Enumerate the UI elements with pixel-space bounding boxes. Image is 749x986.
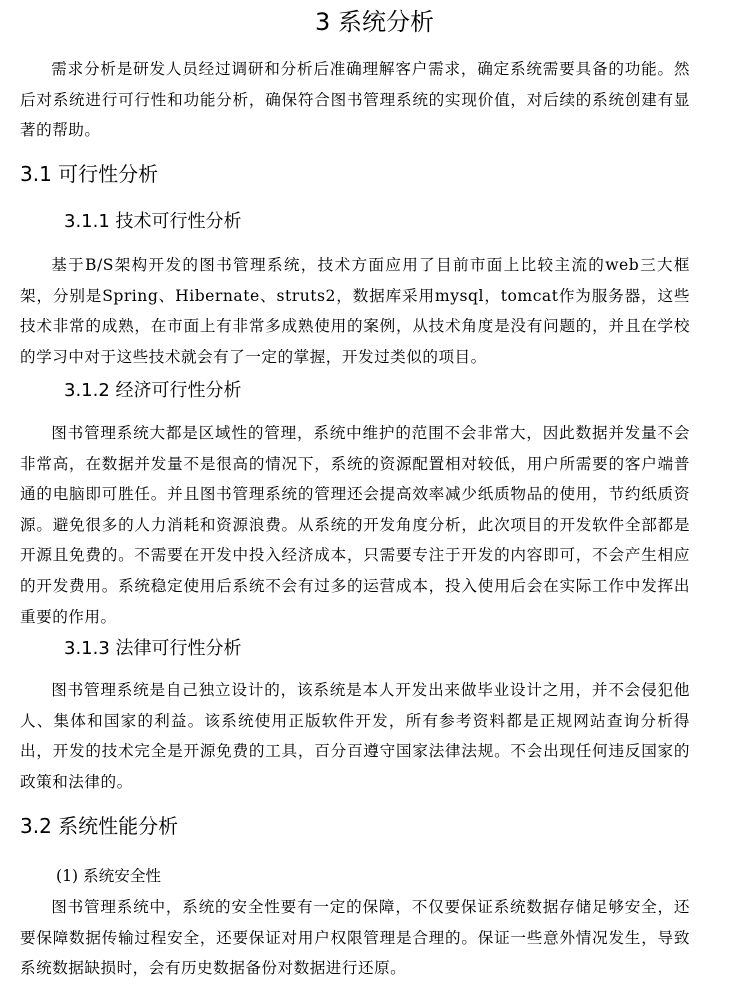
section-3-1-3-heading: 3.1.3 法律可行性分析 xyxy=(64,638,242,659)
section-3-2-heading: 3.2 系统性能分析 xyxy=(20,814,179,838)
section-3-1-1-heading: 3.1.1 技术可行性分析 xyxy=(64,211,242,232)
security-item-heading: (1) 系统安全性 xyxy=(56,867,162,885)
legal-feasibility-paragraph: 图书管理系统是自己独立设计的，该系统是本人开发出来做毕业设计之用，并不会侵犯他人、集体和国家的利益。该系统使用正版软件开发，所有参考资料都是正规网站查询分析得出，开发的技术完全是开源免费的工具，百分百遵守国家法律法规。不会出现任何违反国家的政策和法律的。 xyxy=(20,681,690,791)
section-3-1-heading: 3.1 可行性分析 xyxy=(20,162,159,186)
technical-feasibility-paragraph: 基于B/S架构开发的图书管理系统，技术方面应用了目前市面上比较主流的web三大框架，分别是Spring、Hibernate、struts2，数据库采用mysql，tomcat作为服务器，这些技术非常的成熟，在市面上有非常多成熟使用的案例，从技术角度是没有问题的，并且在学校的学习中对于这些技术就会有了一定的掌握，开发过类似的项目。 xyxy=(20,256,690,366)
section-3-1-2-heading: 3.1.2 经济可行性分析 xyxy=(64,380,242,401)
security-paragraph: 图书管理系统中，系统的安全性要有一定的保障，不仅要保证系统数据存储足够安全，还要保障数据传输过程安全，还要保证对用户权限管理是合理的。保证一些意外情况发生，导致系统数据缺损时，会有历史数据备份对数据进行还原。 xyxy=(20,898,690,978)
economic-feasibility-paragraph: 图书管理系统大都是区域性的管理，系统中维护的范围不会非常大，因此数据并发量不会非常高，在数据并发量不是很高的情况下，系统的资源配置相对较低，用户所需要的客户端普通的电脑即可胜任。并且图书管理系统的管理还会提高效率减少纸质物品的使用，节约纸质资源。避免很多的人力消耗和资源浪费。从系统的开发角度分析，此次项目的开发软件全部都是开源且免费的。不需要在开发中投入经济成本，只需要专注于开发的内容即可，不会产生相应的开发费用。系统稳定使用后系统不会有过多的运营成本，投入使用后会在实际工作中发挥出重要的作用。 xyxy=(20,424,690,626)
chapter-title: 3 系统分析 xyxy=(315,8,434,36)
chapter-intro-paragraph: 需求分析是研发人员经过调研和分析后准确理解客户需求，确定系统需要具备的功能。然后对系统进行可行性和功能分析，确保符合图书管理系统的实现价值，对后续的系统创建有显著的帮助。 xyxy=(20,60,690,140)
